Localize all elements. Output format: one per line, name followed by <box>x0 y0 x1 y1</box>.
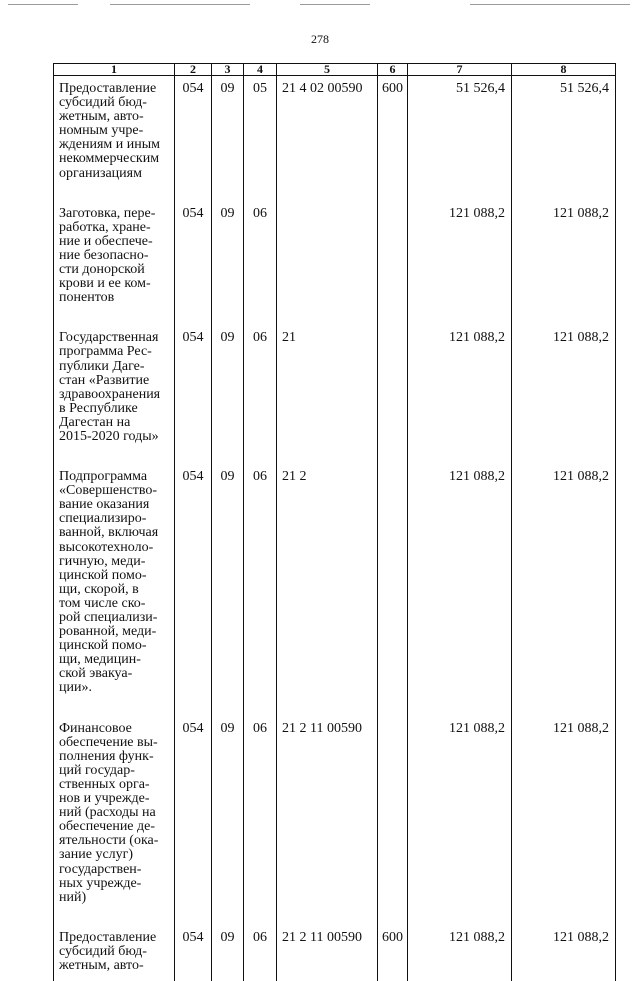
ministry-code-cell: 054 <box>175 201 212 326</box>
name-line: гичную, меди- <box>59 553 146 569</box>
name-line: щи, медицин- <box>59 652 141 668</box>
row-name-cell <box>54 76 175 201</box>
name-line: специализиро- <box>59 511 147 527</box>
target-article-cell: 21 2 11 00590 <box>277 925 378 981</box>
ministry-code-cell: 054 <box>175 325 212 464</box>
target-article-cell: 21 2 11 00590 <box>277 716 378 925</box>
subsection-code-cell: 06 <box>244 201 277 326</box>
ministry-code-cell: 054 <box>175 76 212 201</box>
name-line: полнения функ- <box>59 748 154 764</box>
amount-cell: 121 088,2 <box>512 325 616 464</box>
table-row <box>54 325 616 464</box>
section-code-cell: 09 <box>212 76 244 201</box>
table-header-row <box>54 64 616 76</box>
name-line: сти донорской <box>59 262 145 278</box>
top-rule <box>300 4 370 5</box>
name-line: цинской помо- <box>59 638 147 654</box>
amount-cell: 121 088,2 <box>512 464 616 716</box>
name-line: работка, хране- <box>59 219 151 235</box>
ministry-code-cell: 054 <box>175 464 212 716</box>
name-line: номным учре- <box>59 123 144 139</box>
name-line: ственных орга- <box>59 776 150 792</box>
name-line: рой специализи- <box>59 610 158 625</box>
top-rule <box>8 4 78 5</box>
amount-cell: 121 088,2 <box>408 925 512 981</box>
target-article-cell <box>277 201 378 326</box>
name-line: Подпрограмма <box>59 469 148 485</box>
section-code-cell: 09 <box>212 925 244 981</box>
name-line: Предоставление <box>59 929 157 945</box>
name-line: «Совершенство- <box>59 483 158 499</box>
name-line: ванной, включая <box>59 525 159 541</box>
name-line: программа Рес- <box>59 344 152 360</box>
subsection-code-cell: 06 <box>244 464 277 716</box>
name-line: публики Даге- <box>59 358 145 374</box>
row-name-cell <box>54 464 175 716</box>
name-line: ние безопасно- <box>59 247 149 263</box>
name-line: государствен- <box>59 861 142 877</box>
name-line: ний) <box>59 889 87 905</box>
name-line: здравоохранения <box>59 386 161 402</box>
section-code-cell: 09 <box>212 201 244 326</box>
top-rule <box>110 4 250 5</box>
name-line: субсидий бюд- <box>59 943 147 959</box>
name-line: некоммерческим <box>59 151 160 167</box>
top-rule <box>470 4 630 5</box>
ministry-code-cell: 054 <box>175 716 212 925</box>
table-row <box>54 201 616 326</box>
name-line: ций государ- <box>59 762 135 778</box>
target-article-cell: 21 <box>277 325 378 464</box>
name-line: жетным, авто- <box>59 109 144 125</box>
name-line: жетным, авто- <box>59 957 144 973</box>
name-line: Финансовое <box>59 720 132 736</box>
target-article-cell: 21 2 <box>277 464 378 716</box>
expense-type-cell <box>378 716 408 925</box>
column-header: 3 <box>212 64 244 76</box>
name-line: организациям <box>59 165 142 181</box>
row-name-cell <box>54 325 175 464</box>
table-row <box>54 76 616 201</box>
name-line: 2015-2020 годы» <box>59 428 159 444</box>
name-line: понентов <box>59 290 115 306</box>
table-row <box>54 716 616 925</box>
subsection-code-cell: 06 <box>244 325 277 464</box>
column-header: 4 <box>244 64 277 76</box>
expense-type-cell: 600 <box>378 76 408 201</box>
table-row <box>54 925 616 981</box>
name-line: том числе ско- <box>59 595 146 611</box>
expense-type-cell <box>378 464 408 716</box>
name-line: ции». <box>59 680 92 696</box>
page-number: 278 <box>311 32 329 46</box>
name-line: ние и обеспече- <box>59 233 153 249</box>
name-line: в Республике <box>59 400 138 416</box>
name-line: Предоставление <box>59 81 157 96</box>
table-row <box>54 464 616 716</box>
name-line: зание услуг) <box>59 847 134 863</box>
column-header: 7 <box>408 64 512 76</box>
amount-cell: 121 088,2 <box>512 925 616 981</box>
name-line: крови и ее ком- <box>59 276 151 292</box>
name-line: высокотехноло- <box>59 539 154 555</box>
name-line: вание оказания <box>59 497 150 513</box>
name-line: ской эвакуа- <box>59 666 133 682</box>
row-name-cell <box>54 201 175 326</box>
expense-type-cell <box>378 201 408 326</box>
subsection-code-cell: 06 <box>244 716 277 925</box>
column-header: 6 <box>378 64 408 76</box>
amount-cell: 121 088,2 <box>408 464 512 716</box>
expense-type-cell: 600 <box>378 925 408 981</box>
name-line: щи, скорой, в <box>59 581 139 597</box>
section-code-cell: 09 <box>212 464 244 716</box>
budget-table <box>53 63 616 981</box>
target-article-cell: 21 4 02 00590 <box>277 76 378 201</box>
section-code-cell: 09 <box>212 325 244 464</box>
subsection-code-cell: 06 <box>244 925 277 981</box>
name-line: нов и учрежде- <box>59 791 150 807</box>
subsection-code-cell: 05 <box>244 76 277 201</box>
column-header: 2 <box>175 64 212 76</box>
amount-cell: 51 526,4 <box>408 76 512 201</box>
column-header: 1 <box>54 64 175 76</box>
name-line: стан «Развитие <box>59 372 150 388</box>
column-header: 8 <box>512 64 616 76</box>
ministry-code-cell: 054 <box>175 925 212 981</box>
amount-cell: 121 088,2 <box>408 201 512 326</box>
name-line: обеспечение вы- <box>59 734 158 750</box>
amount-cell: 51 526,4 <box>512 76 616 201</box>
row-name-cell <box>54 925 175 981</box>
name-line: ждениям и иным <box>59 137 161 153</box>
section-code-cell: 09 <box>212 716 244 925</box>
name-line: цинской помо- <box>59 567 147 583</box>
name-line: Заготовка, пере- <box>59 205 156 221</box>
amount-cell: 121 088,2 <box>408 325 512 464</box>
name-line: ных учрежде- <box>59 875 142 891</box>
name-line: Дагестан на <box>59 414 131 430</box>
name-line: ний (расходы на <box>59 805 156 821</box>
name-line: рованной, меди- <box>59 624 157 640</box>
name-line: субсидий бюд- <box>59 95 147 111</box>
column-header: 5 <box>277 64 378 76</box>
amount-cell: 121 088,2 <box>512 716 616 925</box>
amount-cell: 121 088,2 <box>408 716 512 925</box>
name-line: Государственная <box>59 330 159 346</box>
expense-type-cell <box>378 325 408 464</box>
name-line: обеспечение де- <box>59 819 156 835</box>
row-name-cell <box>54 716 175 925</box>
name-line: ятельности (ока- <box>59 833 159 849</box>
amount-cell: 121 088,2 <box>512 201 616 326</box>
